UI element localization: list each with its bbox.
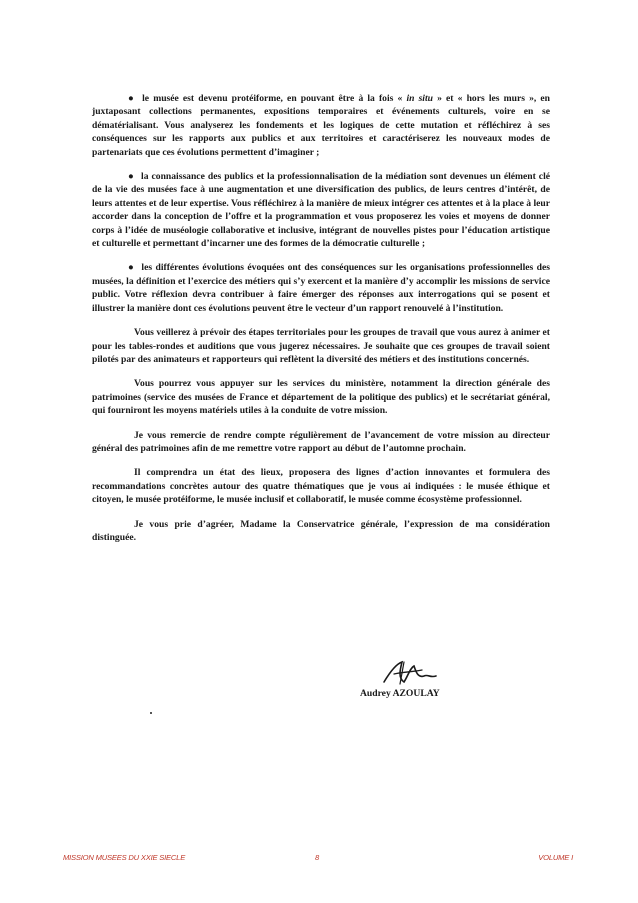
letter-body (92, 92, 550, 555)
paragraph-ministry-services: Vous pourrez vous appuyer sur les services du ministère, notamment la direction générale des patrimoines (service des musées de France et département de la politique des publics) et le secrétariat général, qui fourniront les moyens matériels utiles à la conduite de votre mission. (92, 378, 550, 417)
scan-speck (150, 712, 152, 714)
bullet-paragraph-1 (92, 92, 550, 159)
paragraph-report-content: Il comprendra un état des lieux, proposera des lignes d’action innovantes et formulera des recommandations concrètes autour des quatre thématiques que je vous ai indiquées : le musée éthique et citoyen, le musée protéiforme, le musée inclusif et collaboratif, le musée comme écosystème professionnel. (92, 467, 550, 506)
signature-block (360, 658, 480, 706)
bullet-1-text-end: » et « hors les murs », en juxtaposant collections permanentes, expositions temporaires et événements culturels, voire en se dématérialisant. Vous analyserez les fondements et les logiques de cette mutation et réfléchirez à ses conséquences sur les rapports aux publics et aux territoires et caractériserez les nouveaux modes de partenariats que ces évolutions permettent d’imaginer ; (92, 93, 550, 158)
bullet-2-text: la connaissance des publics et la professionnalisation de la médiation sont devenues un élément clé de la vie des musées face à une augmentation et une diversification des publics, de leurs centres d’intérêt, de leurs attentes et de leur expertise. Vous réfléchirez à la manière de mieux intégrer ces attentes et à la place à leur accorder dans la conception de l’offre et la programmation et vous proposerez les voies et moyens de donner corps à l’idée de muséologie collaborative et inclusive, intégrant de nouvelles pistes pour l’éducation artistique et culturelle et permettant d’incarner une des formes de la démocratie culturelle ; (92, 171, 550, 250)
footer-volume-label: VOLUME I (538, 853, 573, 862)
paragraph-closing-salutation: Je vous prie d’agréer, Madame la Conservatrice générale, l’expression de ma considération distinguée. (92, 518, 550, 543)
bullet-paragraph-3 (92, 261, 550, 315)
footer-page-number: 8 (315, 853, 320, 862)
bullet-icon: ● (128, 171, 134, 183)
bullet-paragraph-2 (92, 170, 550, 250)
bullet-icon: ● (128, 262, 134, 274)
handwritten-signature-icon (380, 658, 440, 688)
bullet-1-text-start: le musée est devenu protéiforme, en pouvant être à la fois « (142, 93, 407, 104)
footer-document-title: MISSION MUSEES DU XXIE SIECLE (63, 853, 186, 862)
signer-name: Audrey AZOULAY (360, 688, 440, 699)
bullet-1-italic-term: in situ (406, 93, 433, 104)
bullet-icon: ● (128, 93, 134, 104)
bullet-3-text: les différentes évolutions évoquées ont des conséquences sur les organisations professionnelles des musées, la définition et l’exercice des métiers qui s’y exercent et la manière d’y accomplir les missions de service public. Votre réflexion devra contribuer à faire émerger des réponses aux interrogations qui se posent et illustrer la manière dont ces évolutions peuvent être le vecteur d’un rapport renouvelé à l’institution. (92, 262, 550, 314)
paragraph-territorial-stages: Vous veillerez à prévoir des étapes territoriales pour les groupes de travail que vous aurez à animer et pour les tables-rondes et auditions que vous jugerez nécessaires. Je souhaite que ces groupes de travail soient pilotés par des animateurs et rapporteurs qui reflètent la diversité des métiers et des institutions concernés. (92, 327, 550, 365)
paragraph-report-deadline: Je vous remercie de rendre compte régulièrement de l’avancement de votre mission au directeur général des patrimoines afin de me remettre votre rapport au début de l’automne prochain. (92, 429, 550, 454)
page-footer (63, 853, 573, 865)
